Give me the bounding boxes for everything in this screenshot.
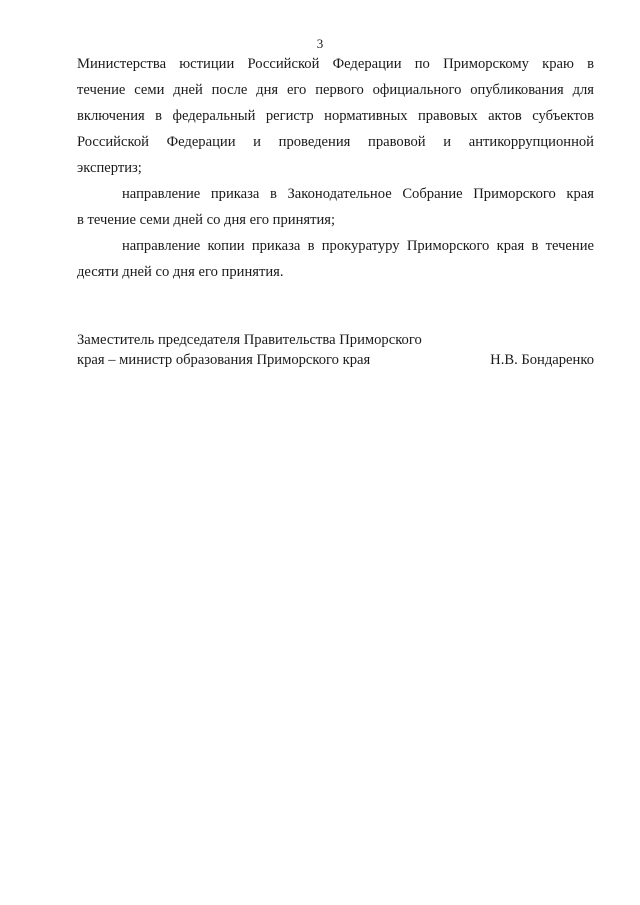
signature-position-line-2: края – министр образования Приморского края <box>77 352 371 368</box>
signature-block <box>77 330 594 370</box>
paragraph-1-line-4: Российской Федерации и проведения правовой и антикоррупционной <box>77 134 594 150</box>
paragraph-2-line-1: направление приказа в Законодательное Собрание Приморского края <box>122 186 594 202</box>
paragraph-1-line-2: течение семи дней после дня его первого официального опубликования для <box>77 82 594 98</box>
page-number: 3 <box>316 36 324 51</box>
signatory-name: Н.В. Бондаренко <box>490 352 594 368</box>
body-text <box>77 51 594 285</box>
paragraph-2-line-2: в течение семи дней со дня его принятия; <box>77 212 336 228</box>
signature-position-row-2 <box>77 350 594 370</box>
paragraph-1-line-1: Министерства юстиции Российской Федерации по Приморскому краю в <box>77 56 594 72</box>
signature-position-row-1 <box>77 330 594 350</box>
paragraph-1-line-3: включения в федеральный регистр нормативных правовых актов субъектов <box>77 108 594 124</box>
signature-position-line-1: Заместитель председателя Правительства Приморского <box>77 332 422 348</box>
paragraph-3-line-1: направление копии приказа в прокуратуру Приморского края в течение <box>122 238 594 254</box>
paragraph-1-line-5: экспертиз; <box>77 160 142 176</box>
paragraph-3-line-2: десяти дней со дня его принятия. <box>77 264 284 280</box>
